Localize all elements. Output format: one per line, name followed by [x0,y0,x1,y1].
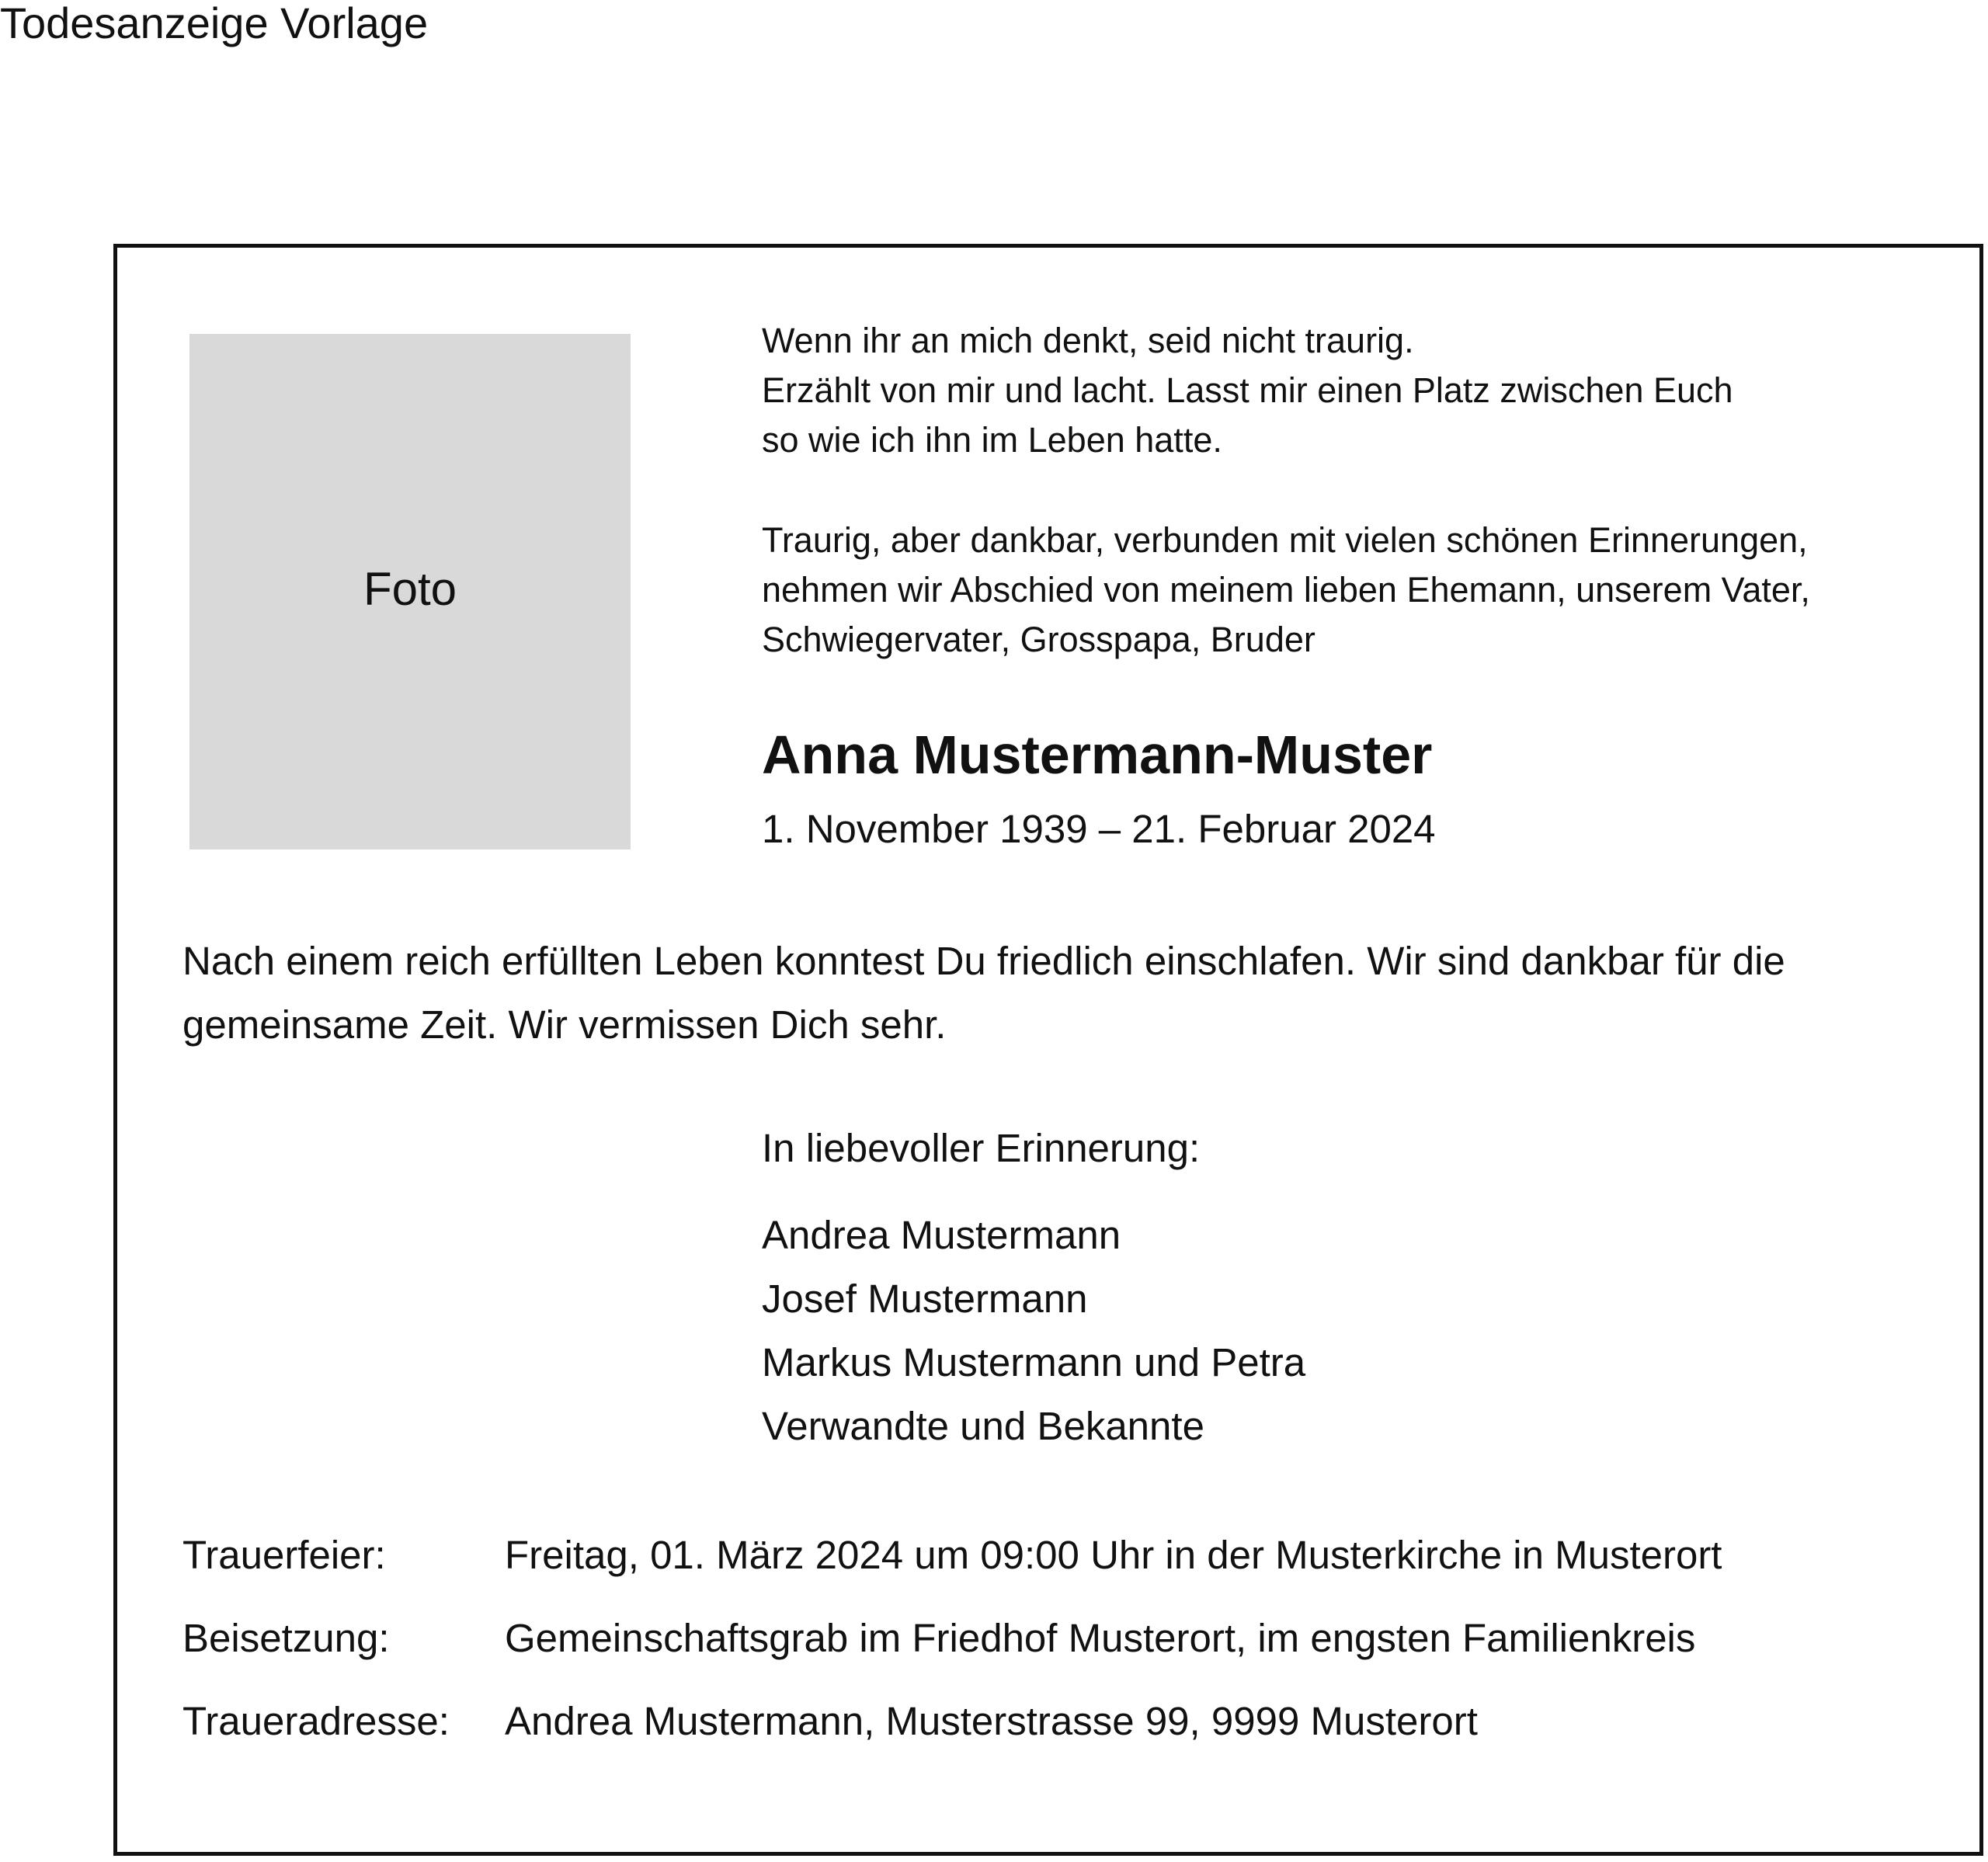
intro-line: nehmen wir Abschied von meinem lieben Ehemann, unserem Vater, [762,570,1810,610]
message-line: Nach einem reich erfüllten Leben konntest Du friedlich einschlafen. Wir sind dankbar für die [182,939,1785,983]
survivor-name: Verwandte und Bekannte [762,1404,1204,1448]
obituary-frame [113,244,1983,1856]
detail-row-burial [182,1611,1722,1694]
survivor-name: Markus Mustermann und Petra [762,1340,1306,1384]
life-dates: 1. November 1939 – 21. Februar 2024 [762,807,1436,851]
detail-row-funeral [182,1528,1722,1611]
detail-label: Beisetzung: [182,1616,390,1660]
service-details [182,1528,1722,1777]
poem-line: so wie ich ihn im Leben hatte. [762,420,1222,460]
survivor-name: Andrea Mustermann [762,1213,1121,1257]
photo-placeholder [189,334,631,849]
detail-value: Andrea Mustermann, Musterstrasse 99, 9999 Musterort [505,1699,1478,1743]
detail-value: Freitag, 01. März 2024 um 09:00 Uhr in der Musterkirche in Musterort [505,1533,1722,1577]
poem-line: Wenn ihr an mich denkt, seid nicht traurig. [762,321,1414,360]
detail-label: Trauerfeier: [182,1533,386,1577]
photo-label: Foto [363,563,457,615]
farewell-message [182,929,1969,1057]
message-line: gemeinsame Zeit. Wir vermissen Dich sehr. [182,1002,947,1047]
memory-heading: In liebevoller Erinnerung: [762,1126,1201,1170]
intro-line: Schwiegervater, Grosspapa, Bruder [762,620,1315,659]
detail-row-address [182,1694,1722,1777]
deceased-name: Anna Mustermann-Muster [762,724,1433,785]
farewell-intro [762,516,1973,665]
poem-text [762,316,1973,465]
survivors-list [762,1204,1305,1458]
survivor-name: Josef Mustermann [762,1277,1088,1321]
document-title: Todesanzeige Vorlage [0,0,429,47]
poem-line: Erzählt von mir und lacht. Lasst mir einen Platz zwischen Euch [762,370,1733,410]
intro-line: Traurig, aber dankbar, verbunden mit vielen schönen Erinnerungen, [762,520,1808,560]
detail-label: Traueradresse: [182,1699,450,1743]
detail-value: Gemeinschaftsgrab im Friedhof Musterort, im engsten Familienkreis [505,1616,1696,1660]
